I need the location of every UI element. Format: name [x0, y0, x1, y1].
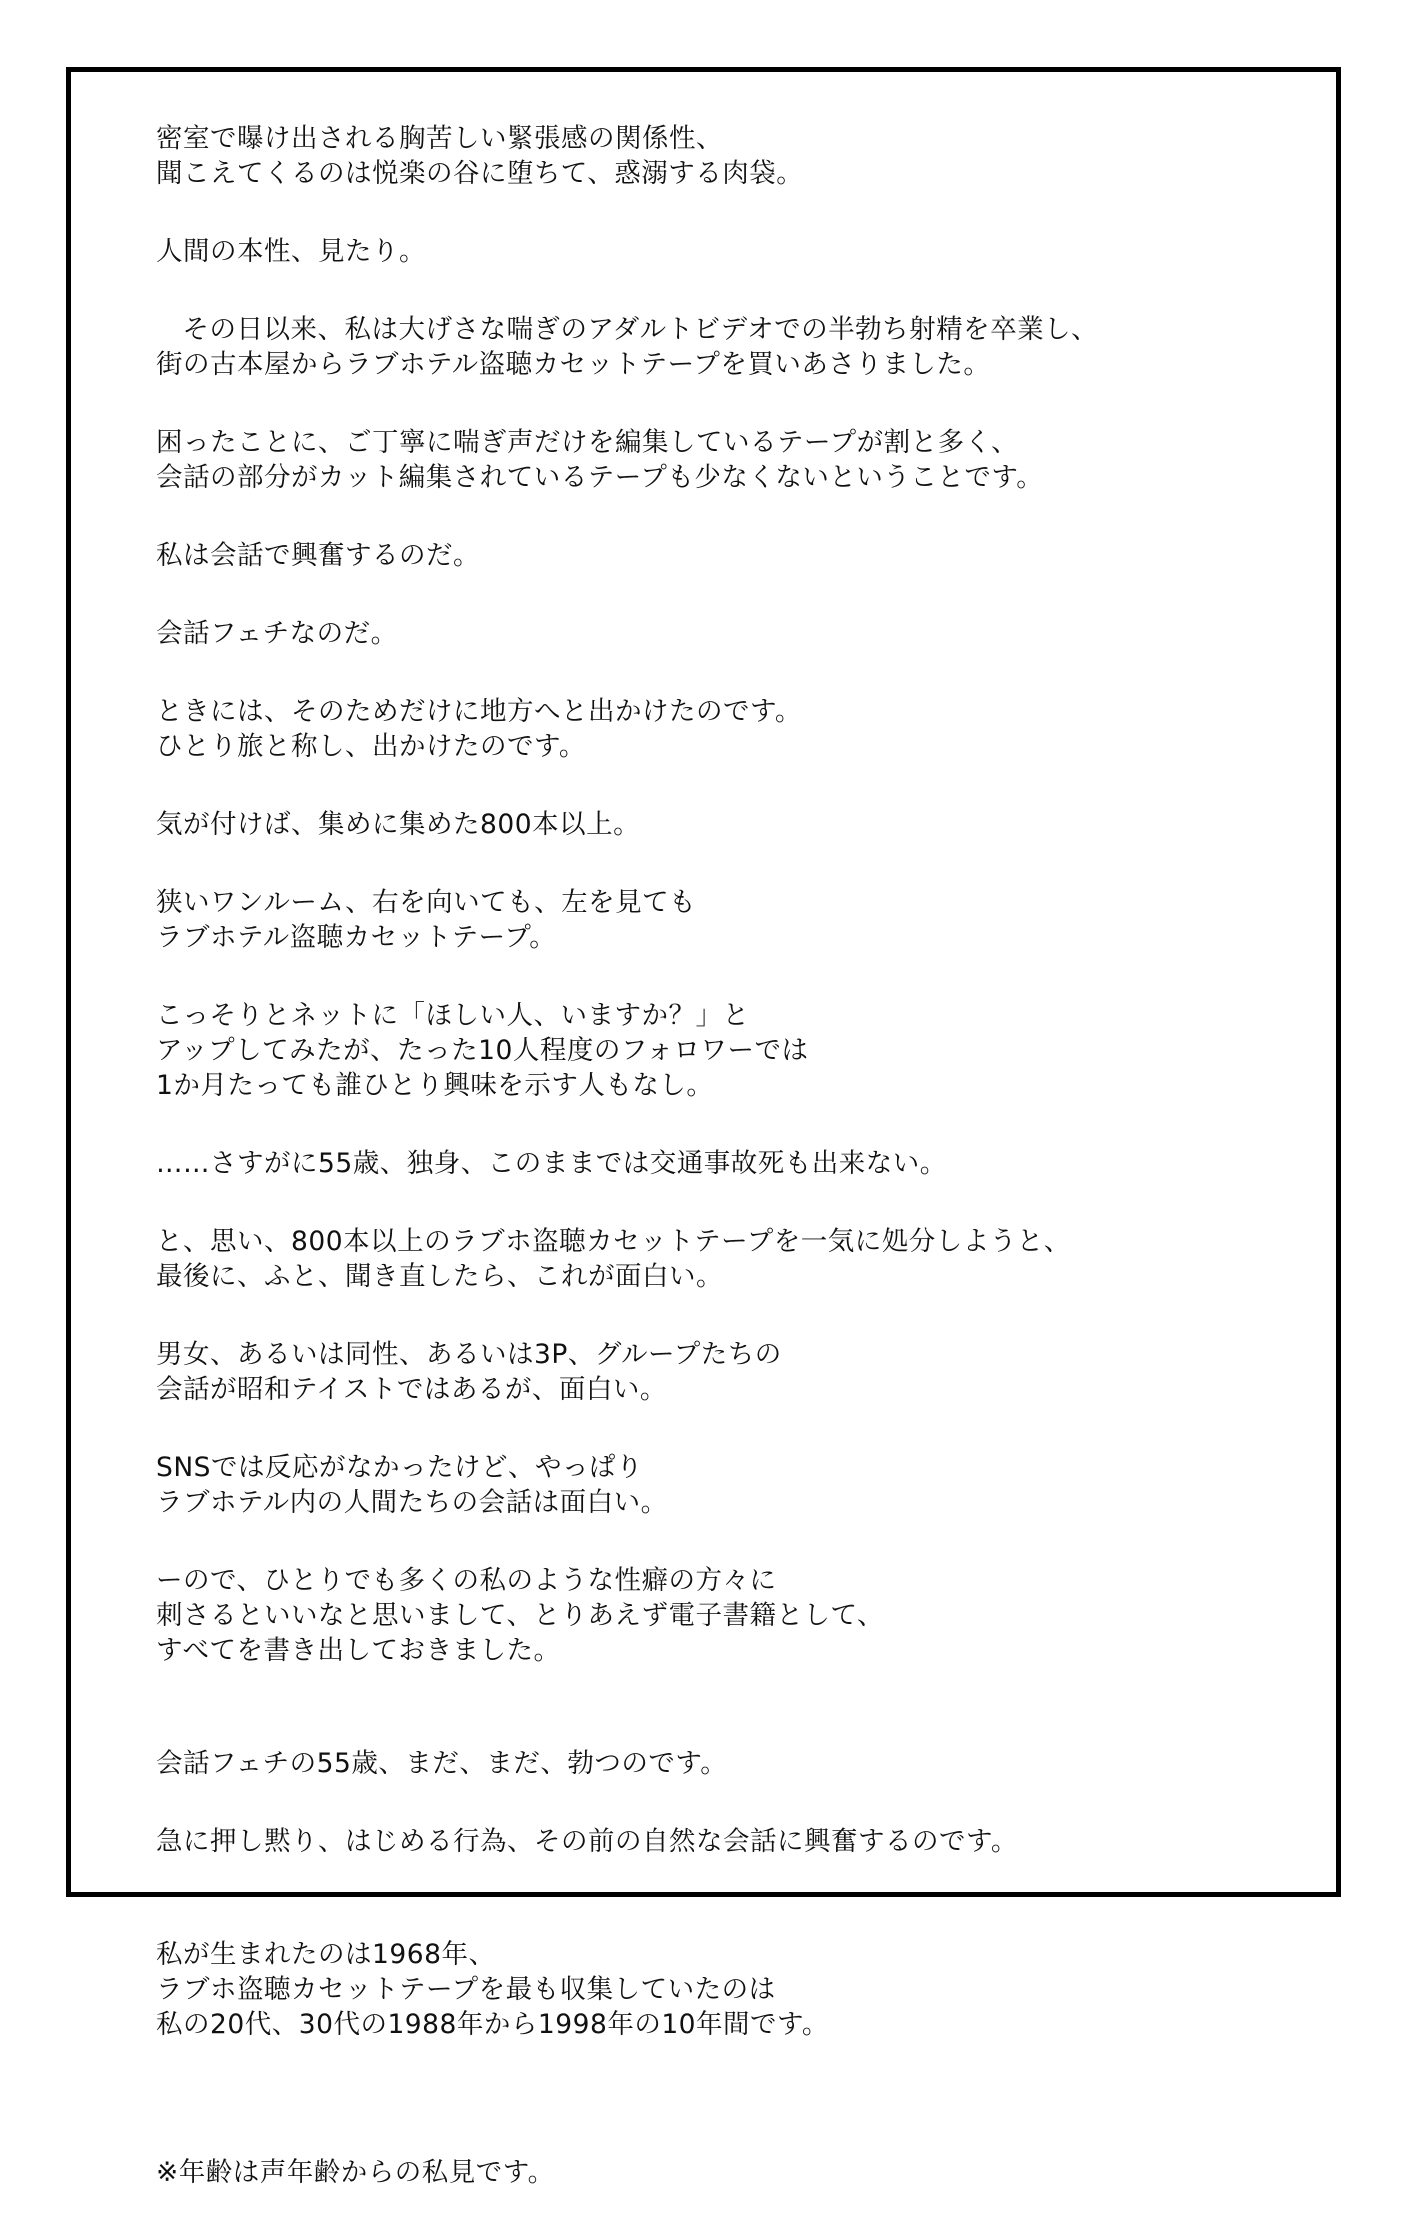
body-text [156, 121, 1296, 2233]
text-line: ラブホ盗聴カセットテープを最も収集していたのは [156, 1974, 776, 2005]
text-line: 会話の部分がカット編集されているテープも少なくないということです。 [156, 462, 1044, 493]
paragraph [156, 312, 1296, 382]
text-line: 会話フェチなのだ。 [156, 618, 398, 649]
text-line: 会話フェチの55歳、まだ、まだ、勃つのです。 [156, 1748, 728, 1779]
text-line: 聞こえてくるのは悦楽の谷に堕ちて、惑溺する肉袋。 [156, 158, 804, 189]
text-line: ときには、そのためだけに地方へと出かけたのです。 [156, 696, 802, 727]
paragraph [156, 807, 1296, 842]
text-line: 密室で曝け出される胸苦しい緊張感の関係性、 [156, 123, 723, 154]
paragraph [156, 1937, 1296, 2042]
paragraph [156, 1450, 1296, 1520]
text-line: ひとり旅と称し、出かけたのです。 [156, 731, 586, 762]
paragraph [156, 998, 1296, 1103]
paragraph [156, 121, 1296, 191]
text-line: ※年齢は声年齢からの私見です。 [156, 2157, 555, 2188]
text-line: 1か月たっても誰ひとり興味を示す人もなし。 [156, 1070, 714, 1101]
paragraph [156, 2155, 1296, 2190]
text-line: ーので、ひとりでも多くの私のような性癖の方々に [156, 1565, 777, 1596]
text-line: その日以来、私は大げさな喘ぎのアダルトビデオでの半勃ち射精を卒業し、 [182, 314, 1099, 345]
text-line: SNSでは反応がなかったけど、やっぱり [156, 1452, 643, 1483]
paragraph [156, 885, 1296, 955]
text-line: すべてを書き出しておきました。 [156, 1635, 561, 1666]
text-line: 街の古本屋からラブホテル盗聴カセットテープを買いあさりました。 [156, 349, 991, 380]
paragraph [156, 1146, 1296, 1181]
text-line: 人間の本性、見たり。 [156, 236, 426, 267]
text-line: 私は会話で興奮するのだ。 [156, 540, 480, 571]
text-line: 最後に、ふと、聞き直したら、これが面白い。 [156, 1261, 723, 1292]
text-line: ……さすがに55歳、独身、このままでは交通事故死も出来ない。 [156, 1148, 947, 1179]
text-line: アップしてみたが、たった10人程度のフォロワーでは [156, 1035, 809, 1066]
paragraph [156, 538, 1296, 573]
paragraph [156, 694, 1296, 764]
text-line: ラブホテル内の人間たちの会話は面白い。 [156, 1487, 668, 1518]
text-line: 気が付けば、集めに集めた800本以上。 [156, 809, 641, 840]
text-line: 狭いワンルーム、右を向いても、左を見ても [156, 887, 697, 918]
text-line: 男女、あるいは同性、あるいは3P、グループたちの [156, 1339, 782, 1370]
text-line: 私の20代、30代の1988年から1998年の10年間です。 [156, 2009, 829, 2040]
paragraph [156, 1224, 1296, 1294]
text-line: 急に押し黙り、はじめる行為、その前の自然な会話に興奮するのです。 [156, 1826, 1018, 1857]
paragraph [156, 1563, 1296, 1668]
paragraph [156, 1824, 1296, 1859]
paragraph [156, 616, 1296, 651]
text-line: こっそりとネットに「ほしい人、いますか？」と [156, 1000, 750, 1031]
paragraph [156, 1337, 1296, 1407]
paragraph [156, 234, 1296, 269]
paragraph [156, 1746, 1296, 1781]
text-line: 会話が昭和テイストではあるが、面白い。 [156, 1374, 667, 1405]
text-line: 困ったことに、ご丁寧に喘ぎ声だけを編集しているテープが割と多く、 [156, 427, 1019, 458]
text-line: ラブホテル盗聴カセットテープ。 [156, 922, 557, 953]
paragraph [156, 425, 1296, 495]
page-frame [66, 67, 1341, 2188]
text-line: 私が生まれたのは1968年、 [156, 1939, 496, 1970]
text-line: と、思い、800本以上のラブホ盗聴カセットテープを一気に処分しようと、 [156, 1226, 1071, 1257]
text-line: 刺さるといいなと思いまして、とりあえず電子書籍として、 [156, 1600, 884, 1631]
